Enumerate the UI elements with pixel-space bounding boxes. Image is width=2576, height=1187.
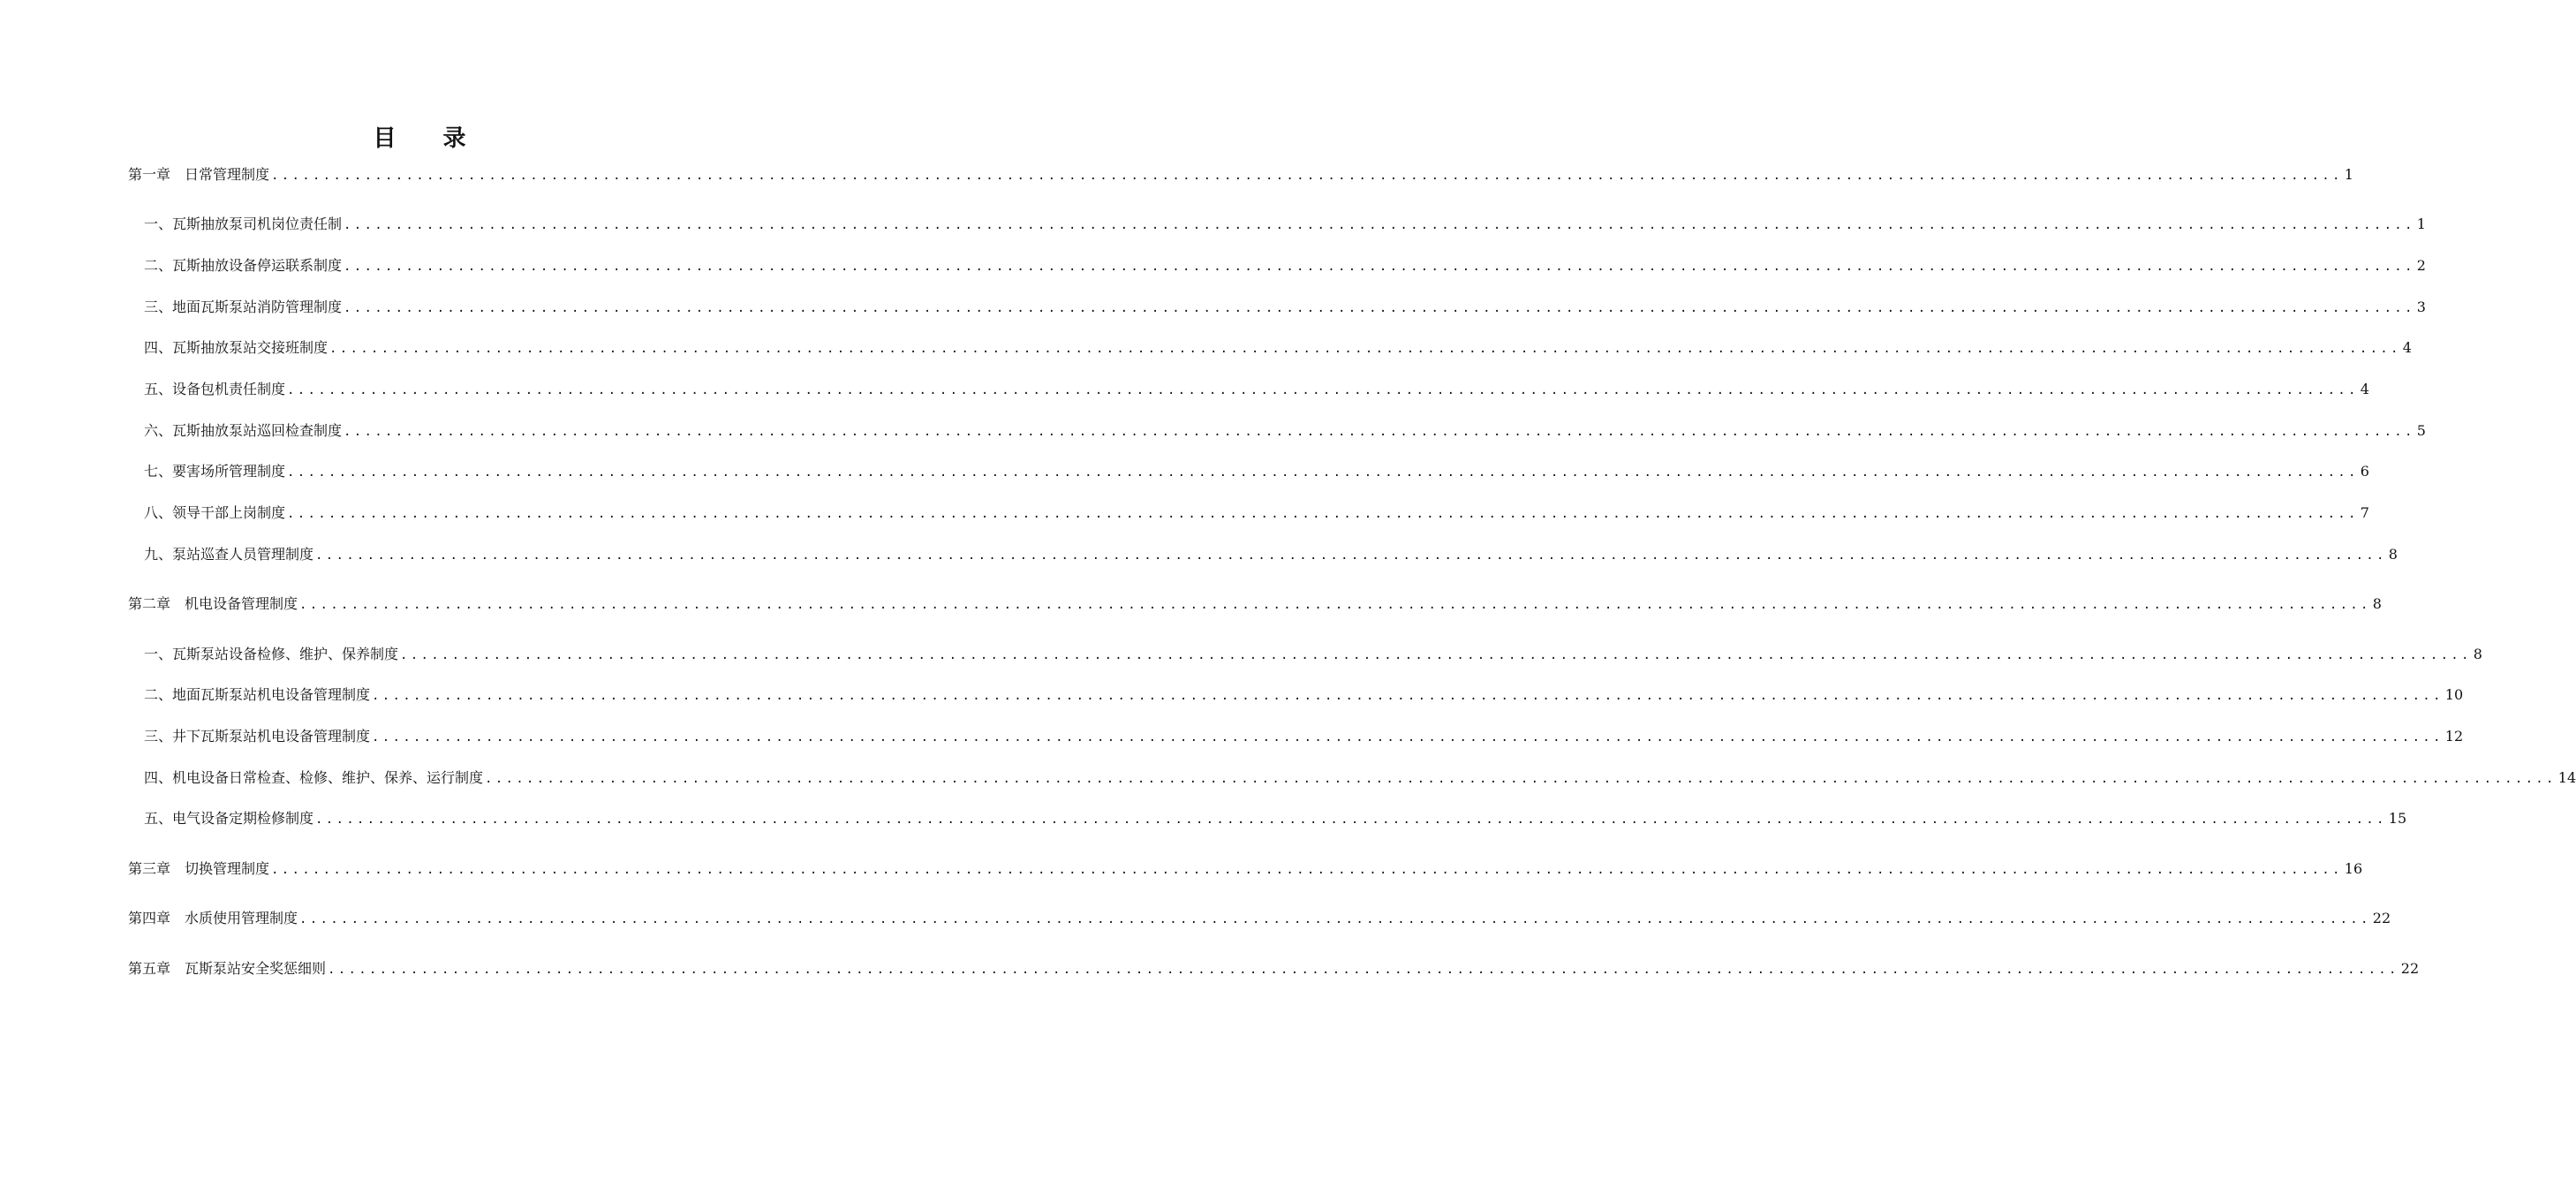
- toc-page-number: 22: [2372, 910, 2391, 926]
- toc-title: 目 录: [373, 125, 486, 152]
- toc-dot-leader: ........................................................................................................................................................................................................: [344, 425, 2415, 439]
- toc-page-number: 10: [2444, 686, 2464, 703]
- toc-entry-label: 三、井下瓦斯泵站机电设备管理制度: [144, 728, 371, 745]
- toc-dot-leader: ........................................................................................................................................................................................................: [287, 383, 2359, 397]
- toc-entry-label: 第四章 水质使用管理制度: [128, 910, 298, 926]
- toc-page-number: 2: [2416, 257, 2426, 274]
- toc-page-number: 15: [2388, 810, 2407, 827]
- toc-page-number: 8: [2473, 646, 2482, 662]
- toc-entry-label: 七、要害场所管理制度: [144, 463, 286, 480]
- toc-entry[interactable]: [144, 544, 2398, 565]
- toc-entry[interactable]: [144, 767, 2576, 789]
- toc-page-number: 5: [2416, 422, 2426, 439]
- toc-entry-label: 第五章 瓦斯泵站安全奖惩细则: [128, 960, 327, 977]
- toc-page-number: 4: [2360, 381, 2369, 397]
- toc-dot-leader: ........................................................................................................................................................................................................: [372, 730, 2444, 745]
- toc-entry-label: 一、瓦斯抽放泵司机岗位责任制: [144, 215, 343, 232]
- toc-entry-label: 二、瓦斯抽放设备停运联系制度: [144, 257, 343, 274]
- toc-page-number: 14: [2557, 769, 2576, 786]
- toc-dot-leader: ........................................................................................................................................................................................................: [271, 169, 2343, 183]
- toc-page-number: 22: [2400, 960, 2420, 977]
- toc-dot-leader: ........................................................................................................................................................................................................: [329, 342, 2401, 356]
- toc-dot-leader: ........................................................................................................................................................................................................: [485, 772, 2557, 786]
- toc-dot-leader: ........................................................................................................................................................................................................: [328, 963, 2399, 977]
- toc-page-number: 1: [2416, 215, 2426, 232]
- toc-entry[interactable]: [128, 908, 2391, 929]
- toc-dot-leader: ........................................................................................................................................................................................................: [315, 813, 2387, 827]
- toc-dot-leader: ........................................................................................................................................................................................................: [287, 507, 2359, 521]
- toc-entry-label: 五、设备包机责任制度: [144, 381, 286, 397]
- toc-entry[interactable]: [128, 958, 2420, 979]
- toc-entry[interactable]: [144, 503, 2369, 524]
- toc-entry[interactable]: [144, 461, 2369, 482]
- toc-entry[interactable]: [144, 644, 2482, 665]
- toc-dot-leader: ........................................................................................................................................................................................................: [315, 548, 2387, 563]
- toc-entry-label: 九、泵站巡查人员管理制度: [144, 546, 314, 563]
- toc-entry[interactable]: [128, 594, 2382, 615]
- toc-entry-label: 四、瓦斯抽放泵站交接班制度: [144, 339, 329, 356]
- toc-dot-leader: ........................................................................................................................................................................................................: [344, 218, 2415, 232]
- toc-dot-leader: ........................................................................................................................................................................................................: [400, 648, 2472, 662]
- toc-entry-label: 八、领导干部上岗制度: [144, 504, 286, 521]
- toc-page-number: 8: [2372, 595, 2382, 612]
- toc-entry-label: 四、机电设备日常检查、检修、维护、保养、运行制度: [144, 769, 484, 786]
- toc-dot-leader: ........................................................................................................................................................................................................: [344, 301, 2415, 315]
- toc-entry[interactable]: [144, 684, 2464, 706]
- toc-entry-label: 二、地面瓦斯泵站机电设备管理制度: [144, 686, 371, 703]
- toc-dot-leader: ........................................................................................................................................................................................................: [299, 598, 2371, 612]
- toc-entry[interactable]: [144, 214, 2426, 235]
- toc-entry-label: 第二章 机电设备管理制度: [128, 595, 298, 612]
- toc-entry-label: 三、地面瓦斯泵站消防管理制度: [144, 299, 343, 315]
- toc-page-number: 8: [2388, 546, 2398, 563]
- toc-entry-label: 一、瓦斯泵站设备检修、维护、保养制度: [144, 646, 399, 662]
- toc-page-number: 4: [2402, 339, 2412, 356]
- toc-entry-label: 六、瓦斯抽放泵站巡回检查制度: [144, 422, 343, 439]
- toc-page-number: 3: [2416, 299, 2426, 315]
- toc-dot-leader: ........................................................................................................................................................................................................: [372, 689, 2444, 703]
- toc-dot-leader: ........................................................................................................................................................................................................: [344, 260, 2415, 274]
- toc-page-number: 6: [2360, 463, 2369, 480]
- toc-entry[interactable]: [144, 726, 2464, 747]
- toc-entry[interactable]: [144, 337, 2412, 359]
- toc-entry[interactable]: [144, 297, 2426, 318]
- toc-entry-label: 第一章 日常管理制度: [128, 166, 270, 183]
- toc-page-number: 12: [2444, 728, 2464, 745]
- toc-page-number: 1: [2344, 166, 2353, 183]
- toc-entry-label: 五、电气设备定期检修制度: [144, 810, 314, 827]
- toc-entry[interactable]: [144, 420, 2426, 442]
- toc-page-number: 16: [2344, 860, 2363, 877]
- toc-dot-leader: ........................................................................................................................................................................................................: [299, 912, 2371, 926]
- toc-dot-leader: ........................................................................................................................................................................................................: [287, 465, 2359, 480]
- toc-entry[interactable]: [144, 255, 2426, 276]
- toc-entry[interactable]: [144, 379, 2369, 400]
- toc-entry[interactable]: [128, 164, 2353, 185]
- toc-entry-label: 第三章 切换管理制度: [128, 860, 270, 877]
- toc-entry[interactable]: [128, 858, 2363, 880]
- toc-entry[interactable]: [144, 808, 2407, 829]
- toc-dot-leader: ........................................................................................................................................................................................................: [271, 863, 2343, 877]
- toc-page-number: 7: [2360, 504, 2369, 521]
